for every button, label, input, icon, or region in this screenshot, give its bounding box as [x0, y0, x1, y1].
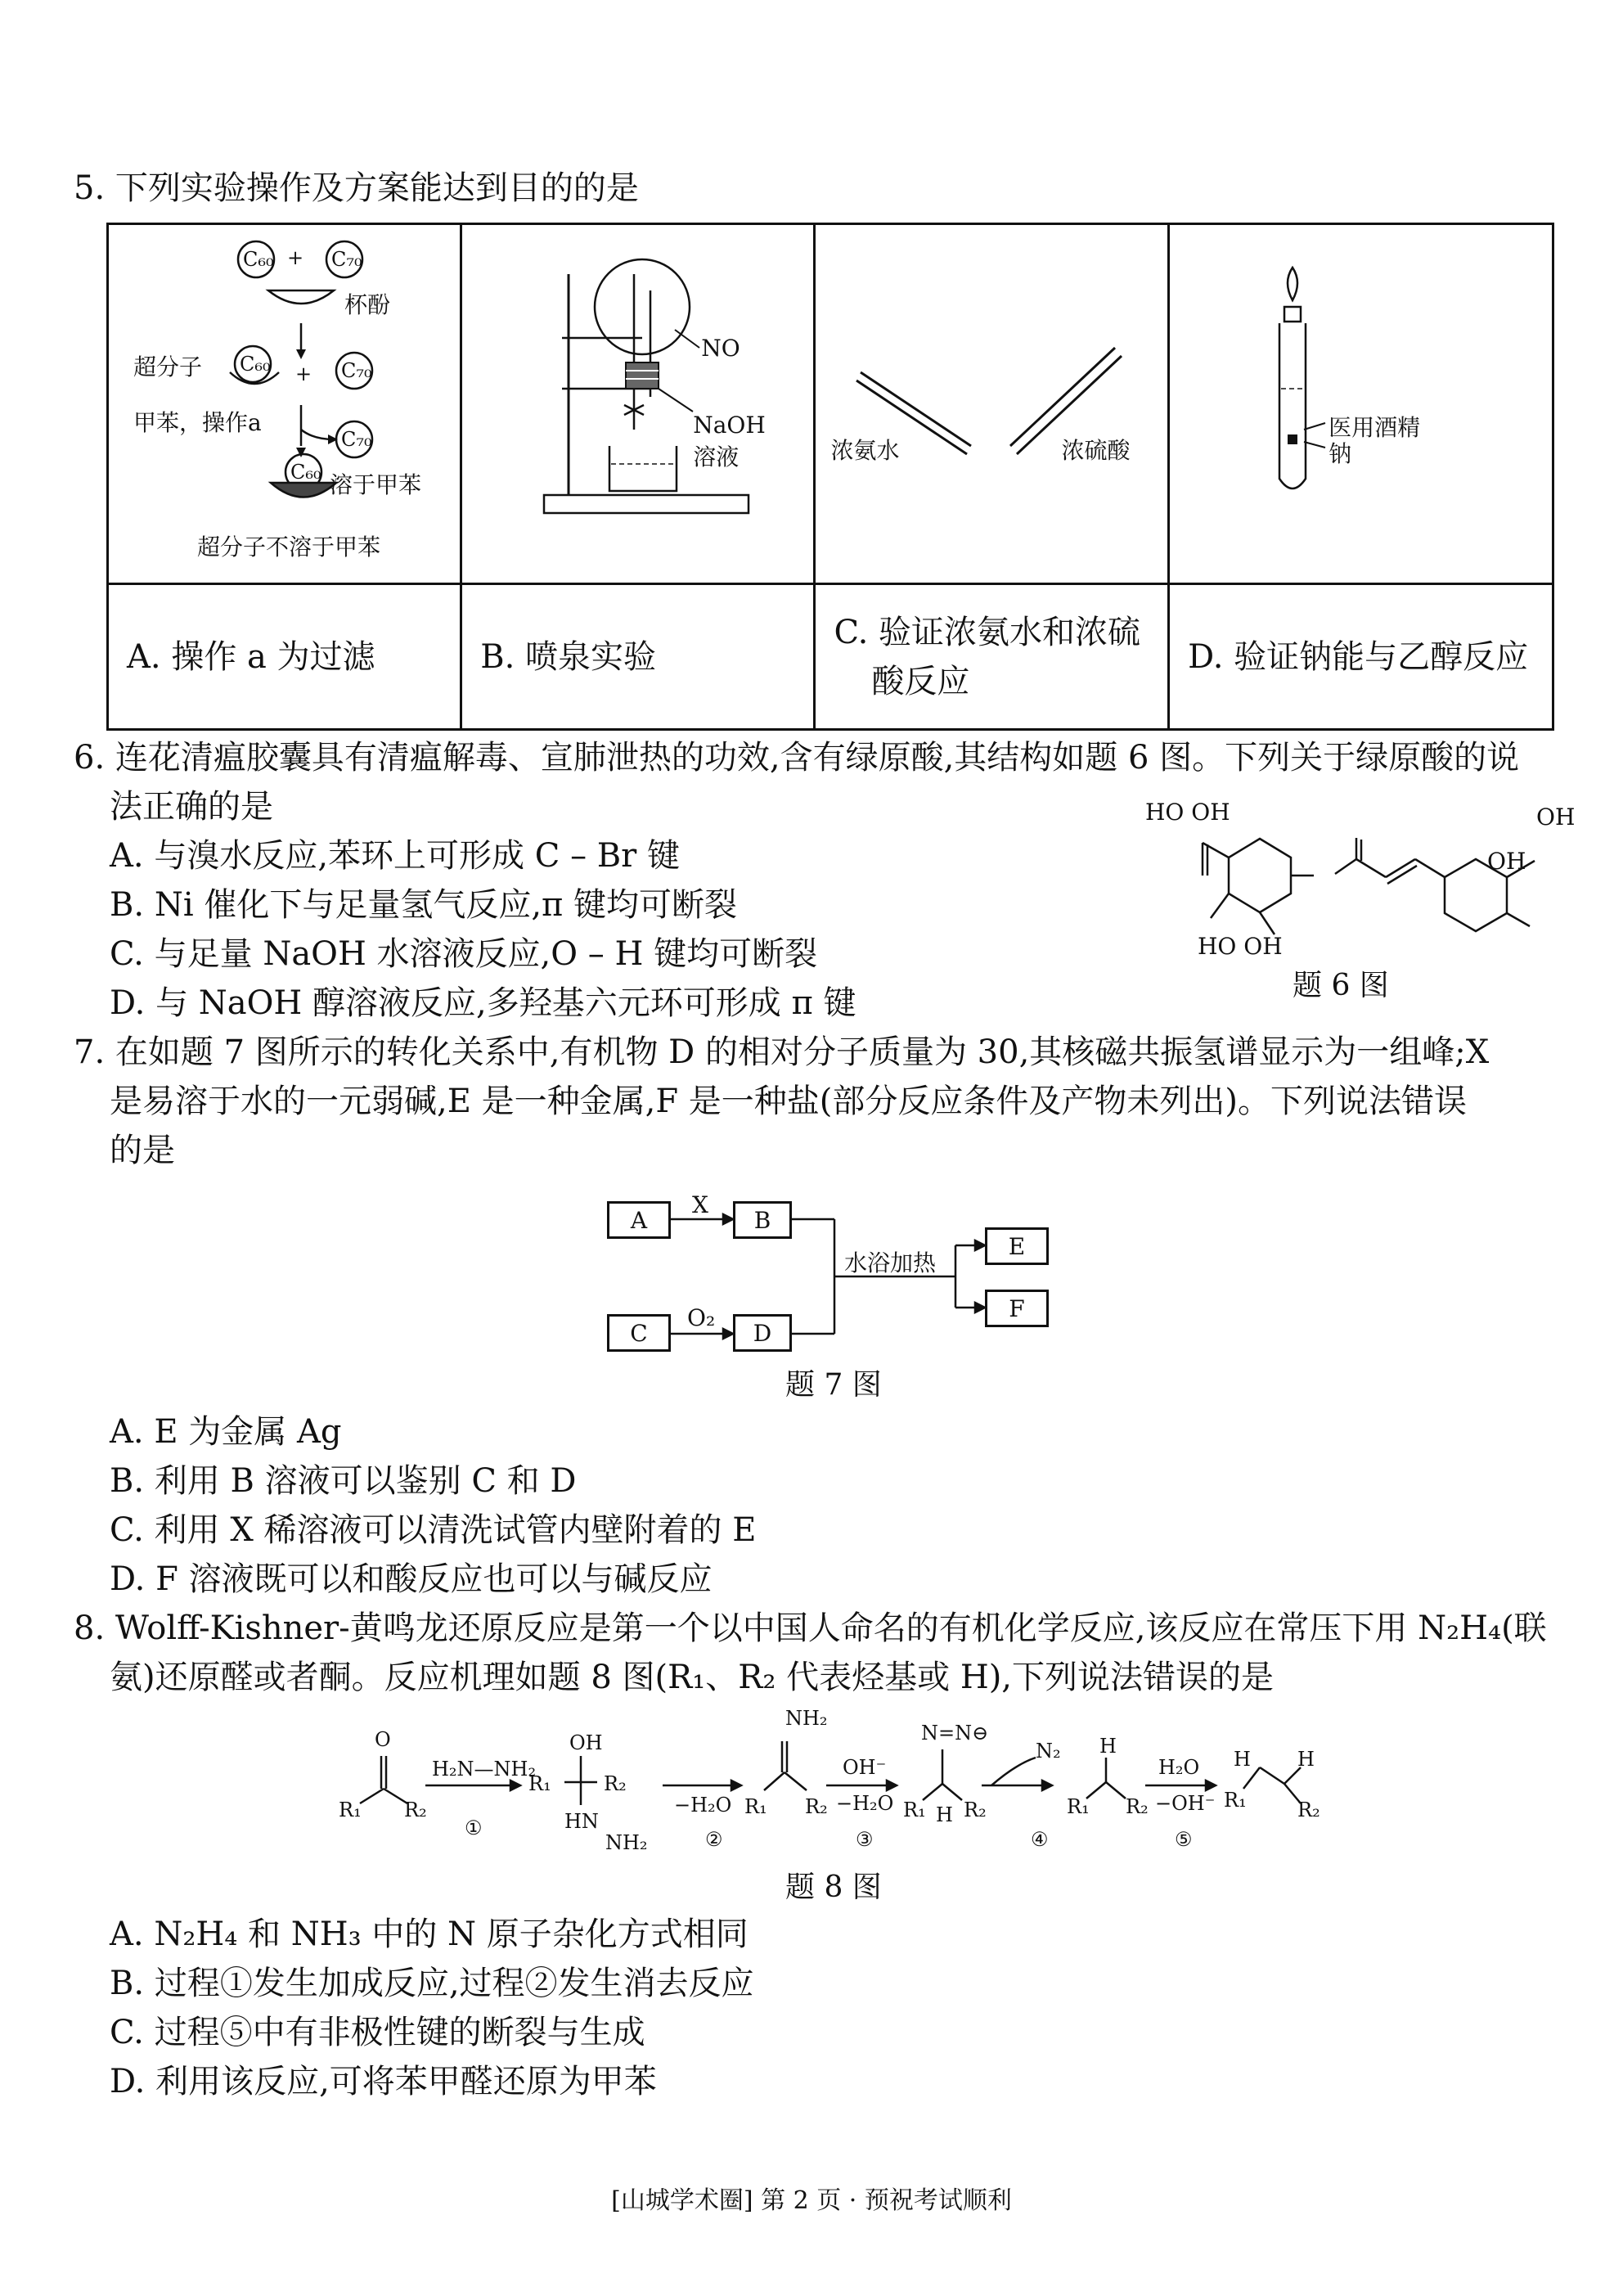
- step-5: ⑤: [1175, 1828, 1193, 1851]
- int4-r2: R₂: [1126, 1795, 1149, 1818]
- step-2: ②: [705, 1828, 723, 1851]
- step-4: ④: [1031, 1828, 1049, 1851]
- step-1: ①: [465, 1817, 483, 1839]
- q5-stem: 5. 下列实验操作及方案能达到目的的是: [74, 169, 639, 207]
- q8-option-b: B. 过程①发生加成反应,过程②发生消去反应: [110, 1965, 754, 2002]
- oh-right: OH: [1536, 804, 1576, 831]
- q6-structure-figure: [1145, 799, 1587, 960]
- int1-nh2: NH₂: [605, 1831, 648, 1854]
- node-e: E: [985, 1227, 1049, 1265]
- oh-lower-right: OH: [1487, 848, 1526, 875]
- reagent-x: X: [692, 1191, 708, 1218]
- reagent-o2: O₂: [687, 1304, 716, 1331]
- q7-option-b: B. 利用 B 溶液可以鉴别 C 和 D: [110, 1462, 577, 1500]
- prod-h-right: H: [1297, 1748, 1315, 1771]
- minus-water-2: −H₂O: [674, 1794, 732, 1817]
- plus-sign-2: +: [295, 362, 312, 385]
- c70-label-3: C₇₀: [341, 428, 372, 451]
- prod-r1: R₁: [1224, 1789, 1247, 1812]
- int3-h: H: [936, 1803, 953, 1826]
- int3-r2: R₂: [964, 1799, 987, 1821]
- conc-ammonia-label: 浓氨水: [830, 437, 900, 464]
- q5-option-c-line1: C. 验证浓氨水和浓硫: [834, 613, 1141, 651]
- sodium-label: 钠: [1329, 440, 1352, 467]
- q7-option-a: A. E 为金属 Ag: [110, 1413, 342, 1451]
- conc-sulfuric-label: 浓硫酸: [1061, 437, 1131, 464]
- r2-start: R₂: [404, 1799, 427, 1821]
- q7-option-d: D. F 溶液既可以和酸反应也可以与碱反应: [110, 1560, 713, 1598]
- q6-option-b: B. Ni 催化下与足量氢气反应,π 键均可断裂: [110, 886, 738, 924]
- q6-option-c: C. 与足量 NaOH 水溶液反应,O – H 键均可断裂: [110, 935, 818, 973]
- int2-r1: R₁: [744, 1795, 767, 1818]
- minus-hydroxide-5: −OH⁻: [1155, 1792, 1216, 1815]
- c60-label-2: C₆₀: [240, 353, 271, 376]
- nitrogen-release: N₂: [1036, 1740, 1061, 1763]
- q6-stem-line1: 6. 连花清瘟胶囊具有清瘟解毒、宣肺泄热的功效,含有绿原酸,其结构如题 6 图。下列关于绿原酸的说: [74, 739, 1520, 777]
- c60-label: C₆₀: [243, 248, 274, 271]
- q6-option-d: D. 与 NaOH 醇溶液反应,多羟基六元环可形成 π 键: [110, 984, 856, 1022]
- node-b: B: [733, 1201, 792, 1239]
- q5-table: [106, 223, 1554, 731]
- reagent-hydrazine: H₂N—NH₂: [432, 1758, 537, 1781]
- carbonyl-o: O: [375, 1728, 391, 1751]
- q8-stem-line1: 8. Wolff-Kishner-黄鸣龙还原反应是第一个以中国人命名的有机化学反应,该反应在常压下用 N₂H₄(联: [74, 1609, 1547, 1647]
- prod-h-left: H: [1234, 1748, 1251, 1771]
- no-gas-label: NO: [701, 335, 740, 362]
- insoluble-label: 超分子不溶于甲苯: [197, 533, 381, 560]
- node-d: D: [733, 1314, 792, 1352]
- toluene-op-label: 甲苯，操作a: [133, 409, 262, 436]
- q6-option-a: A. 与溴水反应,苯环上可形成 C – Br 键: [110, 837, 681, 875]
- q6-caption: 题 6 图: [1293, 969, 1389, 1002]
- q5-option-b: B. 喷泉实验: [461, 584, 815, 730]
- q5-figure-d: [1169, 224, 1553, 584]
- q8-stem-line2: 氨)还原醛或者酮。反应机理如题 8 图(R₁、R₂ 代表烃基或 H),下列说法错误的是: [110, 1659, 1275, 1696]
- node-c: C: [607, 1314, 671, 1352]
- dissolve-label: 溶于甲苯: [330, 471, 422, 498]
- q8-caption: 题 8 图: [785, 1871, 882, 1904]
- q5-option-d: D. 验证钠能与乙醇反应: [1169, 584, 1553, 730]
- int2-r2: R₂: [805, 1795, 828, 1818]
- q8-mechanism-scheme: [327, 1707, 1333, 1862]
- q5-figure-c: [815, 224, 1169, 584]
- q5-figure-b: [461, 224, 815, 584]
- condition-water-bath: 水浴加热: [844, 1249, 937, 1276]
- int1-oh: OH: [569, 1731, 603, 1754]
- prod-r2: R₂: [1297, 1799, 1320, 1821]
- hydroxide-3: OH⁻: [843, 1756, 887, 1779]
- c60-label-3: C₆₀: [290, 461, 321, 484]
- q8-option-a: A. N₂H₄ 和 NH₃ 中的 N 原子杂化方式相同: [110, 1916, 749, 1953]
- int1-r1: R₁: [528, 1772, 551, 1795]
- supramolecule-label: 超分子: [133, 353, 203, 380]
- q5-option-c: [815, 584, 1169, 730]
- plus-sign: +: [287, 246, 304, 269]
- int3-r1: R₁: [903, 1799, 926, 1821]
- naoh-label: NaOH: [693, 412, 766, 439]
- water-5: H₂O: [1158, 1756, 1200, 1779]
- c70-label: C₇₀: [331, 248, 362, 271]
- q7-option-c: C. 利用 X 稀溶液可以清洗试管内壁附着的 E: [110, 1511, 757, 1549]
- int4-r1: R₁: [1067, 1795, 1090, 1818]
- ho-oh-top: HO OH: [1145, 799, 1230, 826]
- q7-caption: 题 7 图: [785, 1368, 882, 1402]
- q8-option-d: D. 利用该反应,可将苯甲醛还原为甲苯: [110, 2063, 657, 2100]
- page-footer: [山城学术圈] 第 2 页 · 预祝考试顺利: [611, 2186, 1012, 2215]
- int3-nn: N=N⊖: [921, 1722, 989, 1745]
- q5-option-c-line2: 酸反应: [871, 662, 970, 700]
- minus-water-3: −H₂O: [836, 1792, 894, 1815]
- q7-stem-line1: 7. 在如题 7 图所示的转化关系中,有机物 D 的相对分子质量为 30,其核磁共振氢谱显示为一组峰;X: [74, 1033, 1490, 1071]
- step-3: ③: [856, 1828, 874, 1851]
- q7-stem-line3: 的是: [110, 1132, 175, 1169]
- node-a: A: [607, 1201, 671, 1239]
- solution-label: 溶液: [693, 443, 740, 470]
- medical-alcohol-label: 医用酒精: [1329, 414, 1421, 441]
- int4-h: H: [1099, 1735, 1117, 1758]
- q7-diagram: [605, 1191, 1080, 1358]
- q6-stem-line2: 法正确的是: [110, 788, 273, 826]
- cup-phenol-label: 杯酚: [344, 291, 391, 318]
- q5-option-a: A. 操作 a 为过滤: [108, 584, 461, 730]
- c70-label-2: C₇₀: [341, 359, 372, 382]
- node-f: F: [985, 1290, 1049, 1327]
- int1-r2: R₂: [604, 1772, 627, 1795]
- ho-oh-bottom: HO OH: [1198, 933, 1283, 960]
- q8-option-c: C. 过程⑤中有非极性键的断裂与生成: [110, 2014, 645, 2051]
- int2-nh2: NH₂: [785, 1707, 828, 1730]
- q5-figure-a: [108, 224, 461, 584]
- q7-stem-line2: 是易溶于水的一元弱碱,E 是一种金属,F 是一种盐(部分反应条件及产物未列出)。下列说法错误: [110, 1083, 1468, 1120]
- int1-hn: HN: [564, 1810, 599, 1833]
- r1-start: R₁: [339, 1799, 362, 1821]
